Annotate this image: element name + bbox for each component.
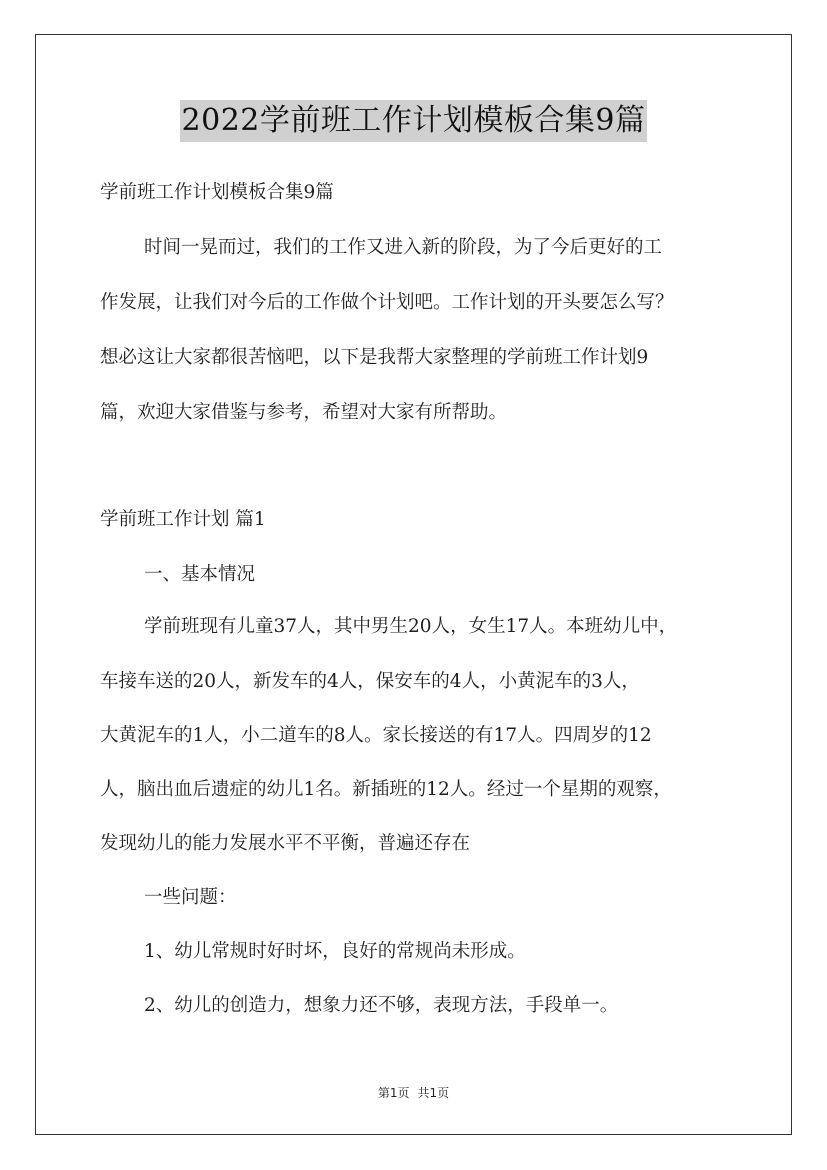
problem-item-1: 1、幼儿常规时好时坏，良好的常规尚未形成。 [144, 941, 526, 962]
intro-line-3: 想必这让大家都很苦恼吧，以下是我帮大家整理的学前班工作计划9 [100, 347, 649, 368]
page-footer [0, 1085, 827, 1101]
body-line-5: 发现幼儿的能力发展水平不平衡，普遍还存在 [100, 833, 471, 854]
intro-line-4: 篇，欢迎大家借鉴与参考，希望对大家有所帮助。 [100, 402, 508, 423]
intro-line-2: 作发展，让我们对今后的工作做个计划吧。工作计划的开头要怎么写？ [100, 292, 674, 313]
document-subtitle: 学前班工作计划模板合集9篇 [100, 182, 334, 203]
footer-total-pages: 共1页 [417, 1086, 450, 1100]
section-heading: 学前班工作计划 篇1 [100, 509, 266, 530]
body-line-1: 学前班现有儿童37人，其中男生20人，女生17人。本班幼儿中， [144, 616, 678, 637]
body-line-3: 大黄泥车的1人，小二道车的8人。家长接送的有17人。四周岁的12 [100, 725, 652, 746]
body-line-2: 车接车送的20人，新发车的4人，保安车的4人，小黄泥车的3人， [100, 671, 640, 692]
document-title: 2022学前班工作计划模板合集9篇 [180, 100, 648, 142]
footer-page-number: 第1页 [377, 1086, 410, 1100]
body-line-4: 人，脑出血后遗症的幼儿1名。新插班的12人。经过一个星期的观察， [100, 779, 672, 800]
title-wrap [0, 100, 827, 142]
intro-line-1: 时间一晃而过，我们的工作又进入新的阶段，为了今后更好的工 [144, 237, 663, 258]
sub-heading: 一、基本情况 [144, 564, 256, 585]
problems-intro: 一些问题： [144, 887, 237, 908]
problem-item-2: 2、幼儿的创造力，想象力还不够，表现方法，手段单一。 [144, 995, 619, 1016]
